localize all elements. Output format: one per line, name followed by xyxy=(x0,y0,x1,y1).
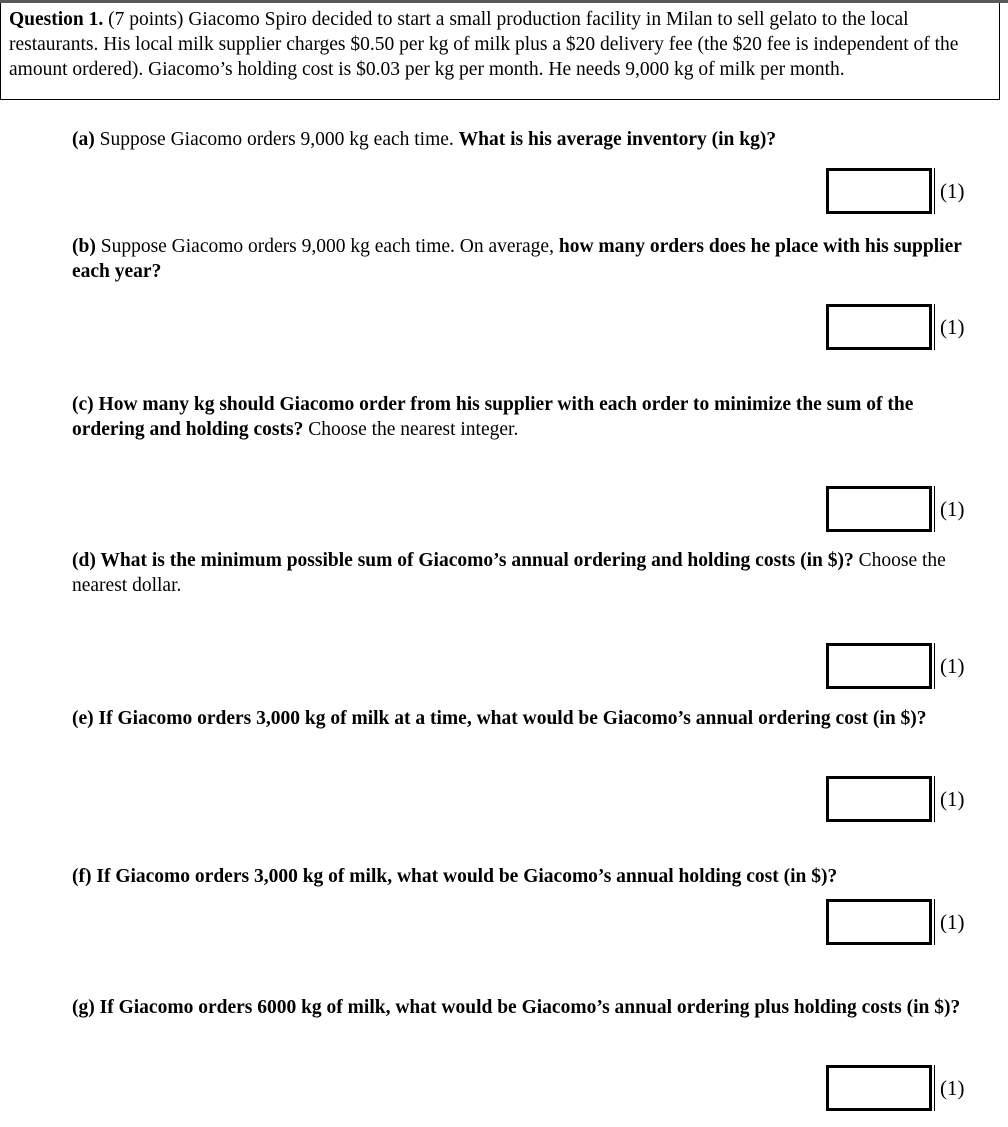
part-g-answer-box[interactable] xyxy=(826,1065,932,1111)
part-g-letter: (g) xyxy=(72,997,95,1018)
part-g-text: (g) If Giacomo orders 6000 kg of milk, what would be Giacomo’s annual ordering plus holding costs (in $)? xyxy=(72,997,961,1018)
question-body: Giacomo Spiro decided to start a small production facility in Milan to sell gelato to the local restaurants. His local milk supplier charges $0.50 per kg of milk plus a $20 delivery fee (the $20 fee is independent of the amount ordered). Giacomo’s holding cost is $0.03 per kg per month. He needs 9,000 kg of milk per month. xyxy=(9,9,959,80)
part-f-points: (1) xyxy=(934,899,974,945)
part-b-answer-box[interactable] xyxy=(826,304,932,350)
part-e-text: (e) If Giacomo orders 3,000 kg of milk at a time, what would be Giacomo’s annual ordering cost (in $)? xyxy=(72,708,927,729)
part-c-points: (1) xyxy=(934,486,974,532)
question-label: Question 1. xyxy=(9,9,104,30)
part-a-answer-box[interactable] xyxy=(826,168,932,214)
part-c-letter: (c) xyxy=(72,394,94,415)
part-a-letter: (a) xyxy=(72,129,95,150)
part-e-letter: (e) xyxy=(72,708,94,729)
part-f-text: (f) If Giacomo orders 3,000 kg of milk, what would be Giacomo’s annual holding cost (in $)? xyxy=(72,866,838,887)
part-a-points: (1) xyxy=(934,168,974,214)
part-f-letter: (f) xyxy=(72,866,92,887)
part-b-text: (b) Suppose Giacomo orders 9,000 kg each time. On average, how many orders does he place with his supplier each year? xyxy=(72,236,962,282)
question-header-box xyxy=(0,3,1000,100)
question-points: (7 points) xyxy=(108,9,184,30)
part-d-letter: (d) xyxy=(72,550,96,571)
part-d-answer-box[interactable] xyxy=(826,643,932,689)
part-e-points: (1) xyxy=(934,776,974,822)
part-b-letter: (b) xyxy=(72,236,96,257)
part-d-text: (d) What is the minimum possible sum of Giacomo’s annual ordering and holding costs (in $)? Choose the nearest dollar. xyxy=(72,550,946,596)
question-statement xyxy=(9,7,994,82)
part-b-points: (1) xyxy=(934,304,974,350)
part-e-answer-box[interactable] xyxy=(826,776,932,822)
part-c-text: (c) How many kg should Giacomo order from his supplier with each order to minimize the sum of the ordering and holding costs? Choose the nearest integer. xyxy=(72,394,914,440)
part-d-points: (1) xyxy=(934,643,974,689)
part-c-answer-box[interactable] xyxy=(826,486,932,532)
part-g-points: (1) xyxy=(934,1065,974,1111)
part-f-answer-box[interactable] xyxy=(826,899,932,945)
part-a-text: (a) Suppose Giacomo orders 9,000 kg each time. What is his average inventory (in kg)? xyxy=(72,129,777,150)
